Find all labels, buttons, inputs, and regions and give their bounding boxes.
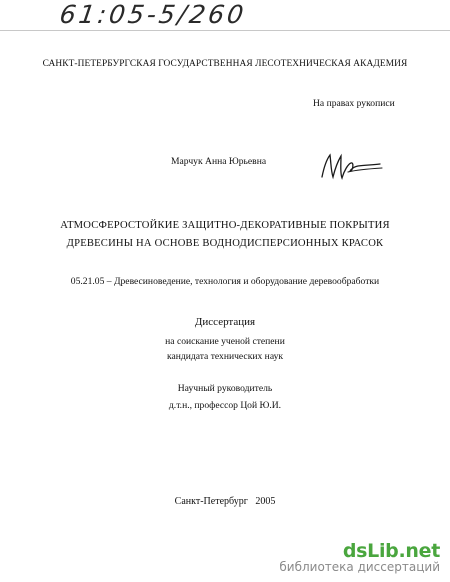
header-rule xyxy=(0,30,450,31)
document-type: Диссертация xyxy=(194,316,256,328)
author-name: Марчук Анна Юрьевна xyxy=(171,156,267,167)
dslib-watermark[interactable] xyxy=(279,541,440,574)
city-year: Санкт-Петербург 2005 xyxy=(174,496,276,507)
watermark-logo: dsLib.net xyxy=(342,540,440,562)
manuscript-rights-note: На правах рукописи xyxy=(313,98,395,109)
academy-name: САНКТ-ПЕТЕРБУРГСКАЯ ГОСУДАРСТВЕННАЯ ЛЕСОТЕХНИЧЕСКАЯ АКАДЕМИЯ xyxy=(42,59,408,69)
supervisor-name: д.т.н., профессор Цой Ю.И. xyxy=(168,400,282,411)
watermark-subtitle: библиотека диссертаций xyxy=(279,560,440,574)
specialty-code: 05.21.05 – Древесиноведение, технология и оборудование деревообработки xyxy=(70,276,380,287)
degree-line-1: на соискание ученой степени xyxy=(165,336,285,347)
thesis-title-line-2: ДРЕВЕСИНЫ НА ОСНОВЕ ВОДНОДИСПЕРСИОННЫХ КРАСОК xyxy=(66,238,384,249)
degree-line-2: кандидата технических наук xyxy=(166,351,284,362)
thesis-title-line-1: АТМОСФЕРОСТОЙКИЕ ЗАЩИТНО-ДЕКОРАТИВНЫЕ ПОКРЫТИЯ xyxy=(60,220,390,231)
supervisor-label: Научный руководитель xyxy=(177,383,273,394)
signature-icon xyxy=(318,147,386,185)
handwritten-archive-code: 61:05-5/260 xyxy=(57,0,249,29)
